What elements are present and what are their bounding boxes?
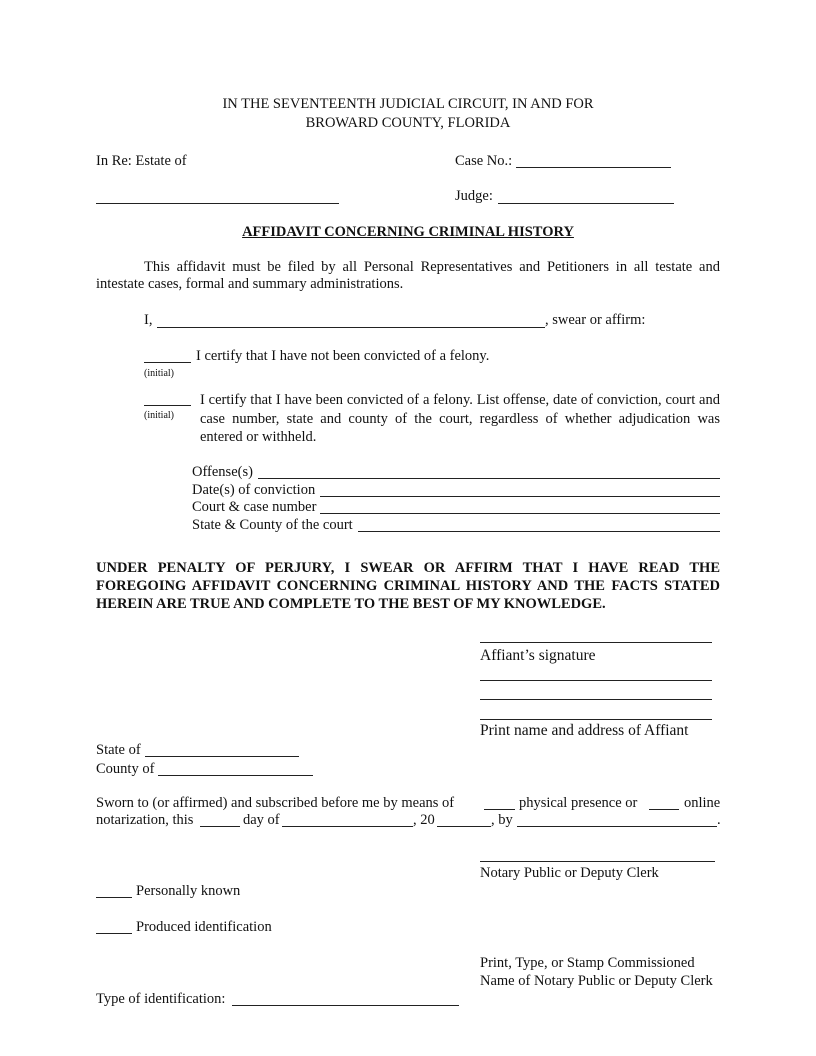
online-notarization-field[interactable] <box>649 809 679 810</box>
not-convicted-text: I certify that I have not been convicted of a felony. <box>196 348 490 364</box>
court-field[interactable] <box>320 513 720 514</box>
state-county-label: State & County of the court <box>192 517 353 533</box>
offense-label: Offense(s) <box>192 464 253 480</box>
month-field[interactable] <box>282 826 413 827</box>
sworn-text-5: day of <box>243 812 280 828</box>
state-of-label: State of <box>96 742 141 758</box>
initial-not-convicted-field[interactable] <box>144 362 191 363</box>
print-name-label: Print name and address of Affiant <box>480 722 689 739</box>
sworn-text-6: , 20 <box>413 812 435 828</box>
intro-paragraph: This affidavit must be filed by all Personal Representatives and Petitioners in all testate and intestate cases, formal and summary administrations. <box>96 259 720 292</box>
produced-id-label: Produced identification <box>136 919 272 935</box>
personally-known-field[interactable] <box>96 897 132 898</box>
day-field[interactable] <box>200 826 240 827</box>
sworn-text-7: , by <box>491 812 513 828</box>
case-number-label: Case No.: <box>455 153 513 169</box>
state-county-field[interactable] <box>358 531 720 532</box>
perjury-statement: UNDER PENALTY OF PERJURY, I SWEAR OR AFFIRM THAT I HAVE READ THE FOREGOING AFFIDAVIT CONCERNING CRIMINAL HISTORY AND THE FACTS STATED HEREIN ARE TRUE AND COMPLETE TO THE BEST OF MY KNOWLEDGE. <box>96 560 720 612</box>
estate-name-field[interactable] <box>96 203 339 204</box>
initial-convicted-field[interactable] <box>144 405 191 406</box>
sworn-text-3: online <box>684 795 721 811</box>
judge-label: Judge: <box>455 188 493 204</box>
case-number-field[interactable] <box>516 167 671 168</box>
affiant-signature-field[interactable] <box>480 642 712 643</box>
physical-presence-field[interactable] <box>484 809 515 810</box>
offense-field[interactable] <box>258 478 720 479</box>
document-title: AFFIDAVIT CONCERNING CRIMINAL HISTORY <box>242 224 574 240</box>
sworn-by-field[interactable] <box>517 826 717 827</box>
produced-id-field[interactable] <box>96 933 132 934</box>
affiant-address-line-1[interactable] <box>480 699 712 700</box>
swear-affirm-text: , swear or affirm: <box>545 312 646 328</box>
date-label: Date(s) of conviction <box>192 482 316 498</box>
sworn-text-4: notarization, this <box>96 812 194 828</box>
notary-label: Notary Public or Deputy Clerk <box>480 865 659 881</box>
affiant-name-line-1[interactable] <box>480 680 712 681</box>
personally-known-label: Personally known <box>136 883 241 899</box>
id-type-field[interactable] <box>232 1005 459 1006</box>
affiant-address-line-2[interactable] <box>480 719 712 720</box>
affiant-name-field[interactable] <box>157 327 545 328</box>
court-header-line2: BROWARD COUNTY, FLORIDA <box>305 115 511 131</box>
sworn-text-2: physical presence or <box>519 795 638 811</box>
year-field[interactable] <box>437 826 491 827</box>
sworn-text-1: Sworn to (or affirmed) and subscribed before me by means of <box>96 795 455 811</box>
judge-field[interactable] <box>498 203 674 204</box>
initial-label-1: (initial) <box>144 368 174 379</box>
affiant-signature-label: Affiant’s signature <box>480 647 596 664</box>
notary-signature-field[interactable] <box>480 861 715 862</box>
date-field[interactable] <box>320 496 720 497</box>
oath-i-label: I, <box>144 312 153 328</box>
court-header-line1: IN THE SEVENTEENTH JUDICIAL CIRCUIT, IN AND FOR <box>222 96 594 112</box>
county-of-field[interactable] <box>158 775 313 776</box>
in-re-label: In Re: Estate of <box>96 153 187 169</box>
stamp-label-line2: Name of Notary Public or Deputy Clerk <box>480 973 713 989</box>
convicted-text: I certify that I have been convicted of a felony. List offense, date of conviction, court and case number, state and county of the court, regardless of whether adjudication was entered or withheld. <box>200 392 720 445</box>
state-of-field[interactable] <box>145 756 299 757</box>
county-of-label: County of <box>96 761 155 777</box>
initial-label-2: (initial) <box>144 410 174 421</box>
court-label: Court & case number <box>192 499 317 515</box>
stamp-label-line1: Print, Type, or Stamp Commissioned <box>480 955 695 971</box>
sworn-text-8: . <box>717 812 721 828</box>
id-type-label: Type of identification: <box>96 991 226 1007</box>
